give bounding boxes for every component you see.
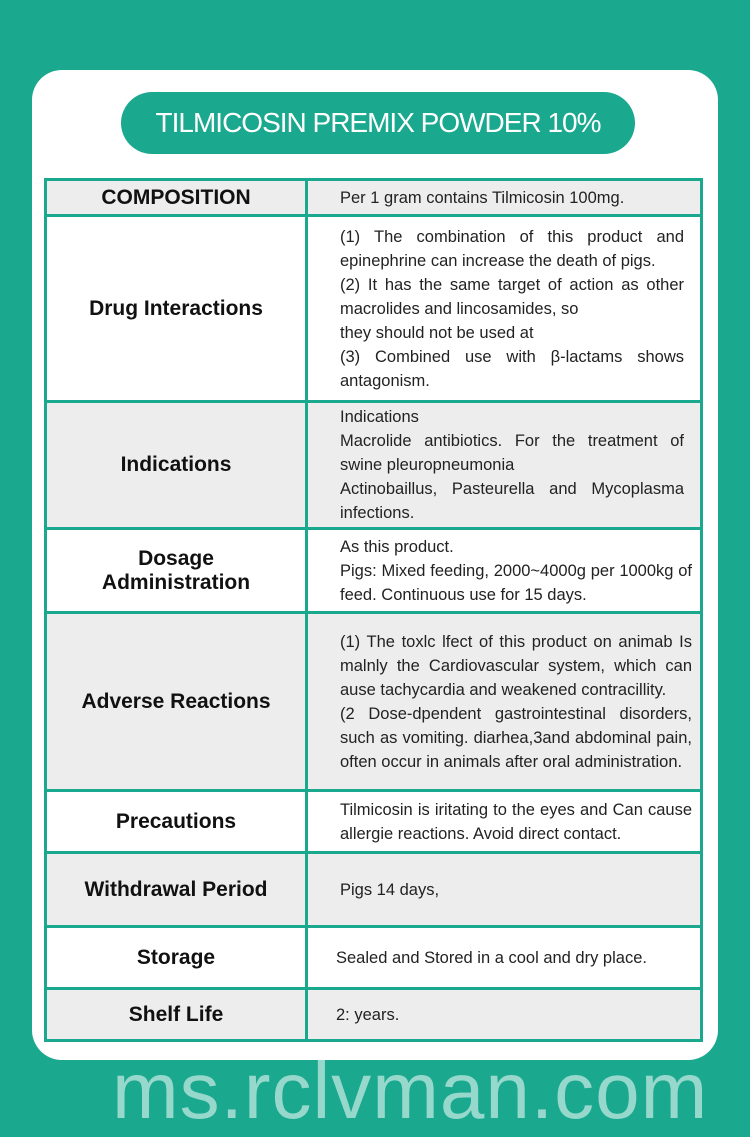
row-value (307, 402, 702, 529)
row-label: Storage (46, 927, 307, 989)
row-label (46, 529, 307, 613)
value-line: (2) It has the same target of action as other macrolides and lincosamides, so (340, 275, 684, 318)
row-label: COMPOSITION (46, 180, 307, 216)
value-line: (2 Dose-dpendent gastrointestinal disorders, such as vomiting. diarhea,3and abdominal pain, often occur in animals after oral administration. (340, 704, 692, 771)
value-line: Tilmicosin is iritating to the eyes and Can cause allergie reactions. Avoid direct contact. (340, 800, 692, 843)
table-row-indications (46, 402, 702, 529)
value-line: they should not be used at (340, 323, 534, 342)
table-row-shelf-life (46, 989, 702, 1041)
value-line: Per 1 gram contains Tilmicosin 100mg. (340, 188, 625, 207)
value-line: Actinobaillus, Pasteurella and Mycoplasma infections. (340, 480, 684, 522)
table-row-precautions (46, 791, 702, 853)
value-line: Pigs: Mixed feeding, 2000~4000g per 1000kg of feed. Continuous use for 15 days. (340, 561, 692, 604)
row-value (307, 180, 702, 216)
value-line: Sealed and Stored in a cool and dry place. (336, 948, 647, 967)
row-label: Drug Interactions (46, 216, 307, 402)
row-value (307, 927, 702, 989)
table-row-dosage-administration (46, 529, 702, 613)
value-line: As this product. (340, 537, 454, 556)
watermark: ms.rclvman.com (112, 1046, 709, 1135)
specification-table (44, 178, 703, 1042)
row-label: Adverse Reactions (46, 613, 307, 791)
row-value (307, 216, 702, 402)
row-value (307, 529, 702, 613)
table-row-adverse-reactions (46, 613, 702, 791)
row-value (307, 989, 702, 1041)
page-title: TILMICOSIN PREMIX POWDER 10% (121, 92, 635, 154)
row-label-line: Dosage (138, 546, 214, 570)
value-line: Indications (340, 408, 419, 426)
row-value (307, 791, 702, 853)
value-line: Macrolide antibiotics. For the treatment of swine pleuropneumonia (340, 432, 684, 474)
value-line: (1) The toxlc lfect of this product on animab Is malnly the Cardiovascular system, which can ause tachycardia and weakened contracillity. (340, 632, 692, 699)
value-line: (3) Combined use with β-lactams shows antagonism. (340, 347, 684, 390)
table-row-storage (46, 927, 702, 989)
row-value (307, 613, 702, 791)
row-label: Withdrawal Period (46, 853, 307, 927)
table-row-composition (46, 180, 702, 216)
value-line: (1) The combination of this product and epinephrine can increase the death of pigs. (340, 227, 684, 270)
row-label-line: Administration (101, 570, 251, 594)
table-row-drug-interactions (46, 216, 702, 402)
row-label: Indications (46, 402, 307, 529)
row-label: Precautions (46, 791, 307, 853)
row-value (307, 853, 702, 927)
value-line: Pigs 14 days, (340, 880, 440, 899)
table-row-withdrawal-period (46, 853, 702, 927)
value-line: 2: years. (336, 1005, 400, 1024)
row-label: Shelf Life (46, 989, 307, 1041)
